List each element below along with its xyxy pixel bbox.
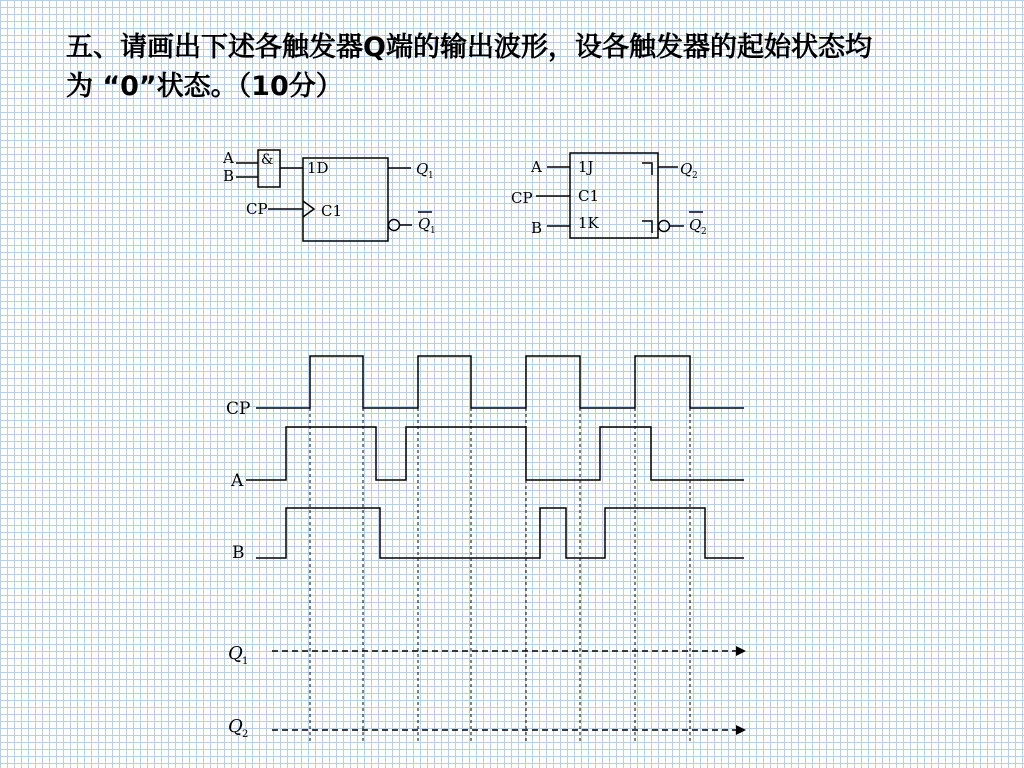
q1-output-sub: 1: [428, 171, 434, 181]
question-line-2: 为 “0”状态。（10分）: [66, 71, 343, 102]
q2-output-label: Q: [680, 160, 693, 178]
timing-a-label: A: [231, 471, 244, 491]
d-input-label: 1D: [307, 159, 329, 177]
q1-bar-output-label: Q: [418, 215, 431, 233]
jk-cp-label: CP: [511, 189, 533, 207]
postponed-output-mark-qbar: [642, 221, 652, 233]
and-symbol: &: [261, 152, 274, 168]
jk-flipflop-circuit: [536, 153, 703, 238]
d-input-a-label: A: [223, 149, 234, 167]
timing-b-label: B: [232, 543, 245, 563]
timing-q1-sub: 1: [242, 656, 249, 667]
clock-triangle: [303, 201, 314, 217]
inversion-bubble-2: [659, 221, 670, 232]
timing-q2-label: Q: [228, 716, 243, 737]
cp-waveform: [256, 356, 744, 408]
postponed-output-mark-q: [642, 163, 652, 175]
jk-input-a-label: A: [531, 158, 542, 176]
d-cp-label: CP: [246, 200, 268, 218]
k-input-label: 1K: [578, 214, 599, 232]
d-input-b-label: B: [223, 167, 235, 185]
q2-output-sub: 2: [692, 171, 698, 181]
j-input-label: 1J: [578, 158, 594, 176]
clock-edge-guides: [310, 408, 690, 742]
inversion-bubble: [389, 220, 400, 231]
jk-input-b-label: B: [531, 219, 543, 237]
timing-q2-sub: 2: [242, 729, 249, 740]
q1-bar-output-sub: 1: [430, 226, 436, 236]
q2-bar-output-sub: 2: [701, 227, 707, 237]
timing-q1-label: Q: [228, 643, 243, 664]
q2-bar-output-label: Q: [689, 216, 702, 234]
question-line-1: 五、请画出下述各触发器Q端的输出波形，设各触发器的起始状态均: [66, 32, 872, 63]
q2-arrowhead: [736, 725, 746, 735]
q1-arrowhead: [736, 646, 746, 656]
a-waveform: [246, 427, 744, 480]
timing-cp-label: CP: [226, 399, 251, 419]
jk-clock-label: C1: [578, 187, 600, 205]
d-clock-label: C1: [321, 202, 343, 220]
q1-output-label: Q: [416, 160, 429, 178]
b-waveform: [256, 508, 744, 558]
